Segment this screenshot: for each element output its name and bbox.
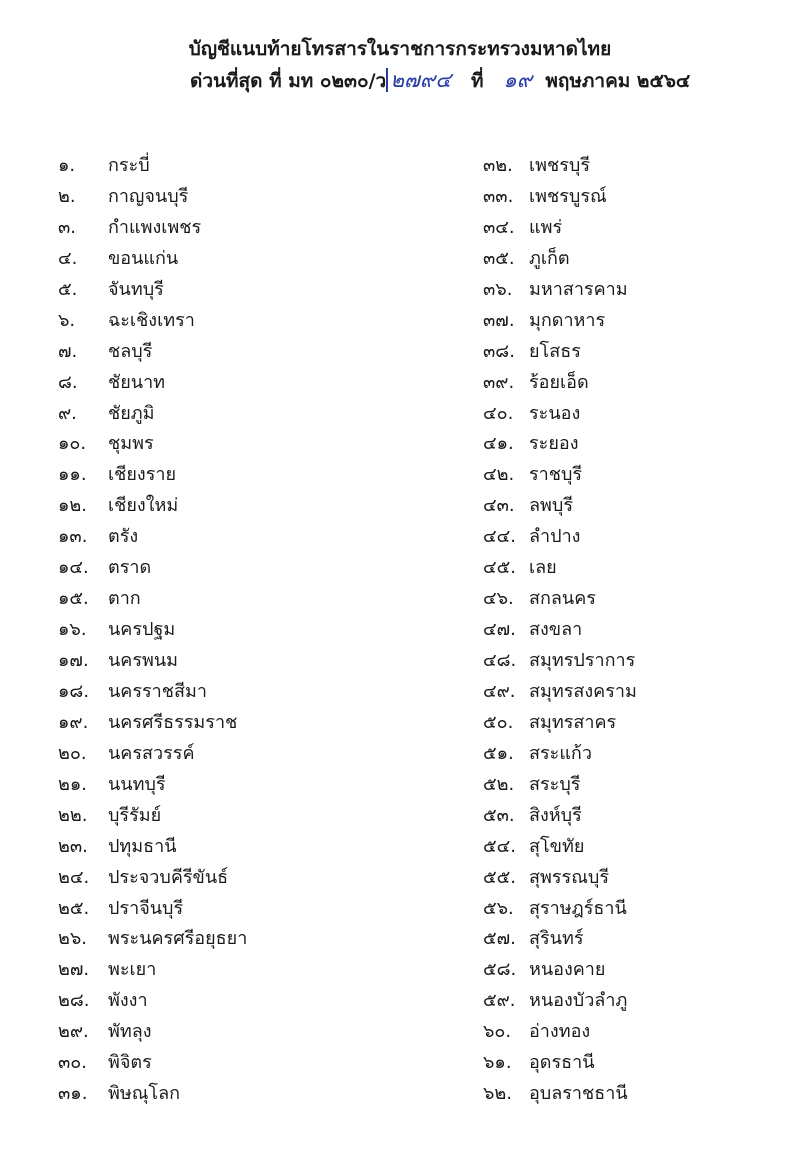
province-name: ฉะเชิงเทรา — [108, 309, 195, 331]
list-item — [58, 739, 247, 770]
list-item — [483, 646, 637, 677]
list-item — [58, 986, 247, 1017]
list-item — [58, 182, 247, 213]
item-number: ๒๖. — [58, 928, 88, 950]
province-name: นนทบุรี — [108, 773, 166, 795]
list-item — [483, 491, 637, 522]
item-number: ๓๖. — [483, 278, 513, 300]
province-name: สุราษฎร์ธานี — [529, 897, 627, 919]
item-number: ๕๐. — [483, 711, 514, 733]
item-number: ๕๗. — [483, 928, 516, 950]
province-name: มุกดาหาร — [529, 309, 606, 331]
list-item — [483, 584, 637, 615]
date-label: ที่ — [470, 70, 484, 92]
province-name: หนองคาย — [529, 959, 606, 981]
item-number: ๔๗. — [483, 619, 516, 641]
list-item — [483, 1048, 637, 1079]
item-number: ๕๓. — [483, 804, 515, 826]
province-name: หนองบัวลำภู — [529, 990, 628, 1012]
province-name: ปทุมธานี — [108, 835, 177, 857]
province-name: นครปฐม — [108, 619, 176, 641]
item-number: ๑๗. — [58, 650, 89, 671]
list-item — [58, 863, 247, 894]
list-item — [483, 460, 637, 491]
province-name: พัทลุง — [108, 1021, 152, 1043]
document-reference-line — [190, 64, 750, 97]
list-item — [58, 955, 247, 986]
item-number: ๗. — [58, 340, 78, 362]
list-item — [58, 1048, 247, 1079]
item-number: ๓๘. — [483, 340, 515, 362]
item-number: ๑. — [58, 155, 76, 176]
province-name: สมุทรปราการ — [529, 650, 636, 671]
province-name: พิจิตร — [108, 1052, 152, 1074]
province-name: สระบุรี — [529, 773, 581, 795]
list-item — [58, 615, 247, 646]
item-number: ๔๐. — [483, 402, 514, 424]
province-name: ยโสธร — [529, 340, 581, 362]
province-name: เชียงราย — [108, 464, 177, 486]
list-item — [483, 182, 637, 213]
item-number: ๓๓. — [483, 185, 514, 207]
item-number: ๒๒. — [58, 804, 88, 826]
item-number: ๔๒. — [483, 464, 515, 486]
item-number: ๒๗. — [58, 959, 90, 981]
item-number: ๔๔. — [483, 526, 516, 548]
province-name: พิษณุโลก — [108, 1083, 181, 1105]
list-item — [483, 863, 637, 894]
reference-prefix: ด่วนที่สุด ที่ มท ๐๒๓๐/ว — [190, 70, 387, 92]
list-item — [58, 832, 247, 863]
item-number: ๖. — [58, 309, 76, 331]
item-number: ๙. — [58, 402, 77, 424]
province-name: สิงห์บุรี — [529, 804, 582, 826]
item-number: ๘. — [58, 371, 78, 393]
list-item — [58, 244, 247, 275]
item-number: ๔๓. — [483, 495, 515, 517]
item-number: ๖๑. — [483, 1052, 512, 1074]
month-year: พฤษภาคม ๒๕๖๔ — [545, 70, 691, 92]
list-item — [483, 275, 637, 306]
province-name: กำแพงเพชร — [108, 216, 202, 238]
item-number: ๑๒. — [58, 495, 88, 517]
list-item — [58, 275, 247, 306]
item-number: ๑๖. — [58, 619, 87, 641]
province-name: ราชบุรี — [529, 464, 583, 486]
document-title: บัญชีแนบท้ายโทรสารในราชการกระทรวงมหาดไทย — [188, 38, 612, 60]
list-item — [58, 770, 247, 801]
province-name: แพร่ — [529, 216, 563, 238]
item-number: ๔๙. — [483, 680, 516, 702]
province-name: ลำปาง — [529, 526, 581, 548]
list-item — [58, 646, 247, 677]
item-number: ๕๙. — [483, 990, 516, 1012]
item-number: ๕. — [58, 278, 78, 300]
province-name: เพชรบูรณ์ — [529, 185, 607, 207]
list-item — [483, 894, 637, 925]
list-item — [58, 1017, 247, 1048]
item-number: ๖๐. — [483, 1021, 512, 1043]
item-number: ๑๐. — [58, 433, 87, 455]
province-name: เลย — [529, 557, 557, 579]
list-item — [483, 429, 637, 460]
province-name: อุดรธานี — [529, 1052, 595, 1074]
province-name: สุพรรณบุรี — [529, 866, 609, 888]
province-name: สระแก้ว — [529, 742, 592, 764]
item-number: ๔๘. — [483, 650, 517, 671]
province-name: สุรินทร์ — [529, 928, 584, 950]
item-number: ๑๑. — [58, 464, 87, 486]
item-number: ๕๔. — [483, 835, 516, 857]
item-number: ๒๔. — [58, 866, 90, 888]
list-item — [483, 801, 637, 832]
list-item — [58, 213, 247, 244]
province-name: ประจวบคีรีขันธ์ — [108, 866, 229, 888]
list-item — [58, 368, 247, 399]
province-name: ระนอง — [529, 402, 581, 424]
list-item — [483, 244, 637, 275]
item-number: ๔. — [58, 247, 78, 269]
list-item — [483, 924, 637, 955]
list-item — [483, 337, 637, 368]
item-number: ๔๕. — [483, 557, 516, 579]
province-name: ขอนแก่น — [108, 247, 179, 269]
province-name: นครสวรรค์ — [108, 742, 195, 764]
province-name: ชัยภูมิ — [108, 402, 155, 424]
item-number: ๕๕. — [483, 866, 516, 888]
province-name: พังงา — [108, 990, 148, 1012]
province-name: ชลบุรี — [108, 340, 153, 362]
list-item — [483, 399, 637, 430]
province-name: กระบี่ — [108, 155, 150, 176]
list-item — [483, 739, 637, 770]
item-number: ๓๕. — [483, 247, 515, 269]
list-item — [58, 491, 247, 522]
item-number: ๕๖. — [483, 897, 514, 919]
province-name: จันทบุรี — [108, 278, 164, 300]
item-number: ๕๑. — [483, 742, 514, 764]
list-item — [483, 151, 637, 182]
list-item — [483, 553, 637, 584]
item-number: ๒๓. — [58, 835, 88, 857]
list-item — [58, 460, 247, 491]
province-name: อ่างทอง — [529, 1021, 591, 1043]
province-name: นครราชสีมา — [108, 680, 207, 702]
list-item — [58, 151, 247, 182]
item-number: ๔๑. — [483, 433, 514, 455]
province-name: สุโขทัย — [529, 835, 585, 857]
province-name: สมุทรสาคร — [529, 711, 617, 733]
province-name: ตราด — [108, 557, 152, 579]
list-item — [483, 522, 637, 553]
province-name: กาญจนบุรี — [108, 185, 189, 207]
list-item — [58, 399, 247, 430]
province-name: ภูเก็ต — [529, 247, 570, 269]
list-item — [483, 213, 637, 244]
list-item — [58, 553, 247, 584]
item-number: ๓๔. — [483, 216, 515, 238]
item-number: ๑๘. — [58, 680, 90, 702]
item-number: ๒. — [58, 185, 76, 207]
handwritten-day: ๑๙ — [503, 68, 533, 92]
list-item — [58, 584, 247, 615]
list-item — [483, 1079, 637, 1110]
province-name: มหาสารคาม — [529, 278, 628, 300]
province-name: เชียงใหม่ — [108, 495, 179, 517]
list-item — [483, 832, 637, 863]
province-name: นครพนม — [108, 650, 179, 671]
province-name: ระยอง — [529, 433, 579, 455]
item-number: ๑๙. — [58, 711, 89, 733]
item-number: ๓๒. — [483, 155, 513, 176]
item-number: ๒๘. — [58, 990, 90, 1012]
province-list-right — [483, 151, 637, 1110]
item-number: ๓. — [58, 216, 77, 238]
list-item — [58, 1079, 247, 1110]
province-name: ชัยนาท — [108, 371, 166, 393]
province-name: ลพบุรี — [529, 495, 573, 517]
list-item — [483, 986, 637, 1017]
item-number: ๓๙. — [483, 371, 515, 393]
item-number: ๔๖. — [483, 588, 514, 610]
list-item — [58, 801, 247, 832]
province-name: นครศรีธรรมราช — [108, 711, 238, 733]
province-name: ร้อยเอ็ด — [529, 371, 589, 393]
handwritten-doc-number: ๒๗๙๔ — [386, 68, 451, 92]
province-name: สกลนคร — [529, 588, 596, 610]
province-name: สงขลา — [529, 619, 583, 641]
list-item — [483, 1017, 637, 1048]
item-number: ๒๙. — [58, 1021, 89, 1043]
province-name: เพชรบุรี — [529, 155, 590, 176]
list-item — [58, 708, 247, 739]
province-name: สมุทรสงคราม — [529, 680, 637, 702]
province-name: อุบลราชธานี — [529, 1083, 628, 1105]
list-item — [483, 770, 637, 801]
item-number: ๒๐. — [58, 742, 87, 764]
list-item — [58, 894, 247, 925]
list-item — [58, 924, 247, 955]
list-item — [483, 677, 637, 708]
item-number: ๑๔. — [58, 557, 89, 579]
item-number: ๒๕. — [58, 897, 90, 919]
item-number: ๒๑. — [58, 773, 88, 795]
province-name: ตาก — [108, 588, 141, 610]
item-number: ๓๗. — [483, 309, 515, 331]
item-number: ๕๒. — [483, 773, 515, 795]
province-list-left — [58, 151, 247, 1110]
list-item — [58, 306, 247, 337]
list-item — [483, 306, 637, 337]
item-number: ๖๒. — [483, 1083, 513, 1105]
list-item — [58, 522, 247, 553]
province-name: บุรีรัมย์ — [108, 804, 162, 826]
list-item — [483, 708, 637, 739]
list-item — [58, 677, 247, 708]
list-item — [58, 429, 247, 460]
list-item — [483, 615, 637, 646]
province-name: ปราจีนบุรี — [108, 897, 184, 919]
item-number: ๕๘. — [483, 959, 517, 981]
item-number: ๑๕. — [58, 588, 89, 610]
province-name: ตรัง — [108, 526, 139, 548]
list-item — [58, 337, 247, 368]
list-item — [483, 368, 637, 399]
item-number: ๓๑. — [58, 1083, 88, 1105]
list-item — [483, 955, 637, 986]
item-number: ๓๐. — [58, 1052, 88, 1074]
item-number: ๑๓. — [58, 526, 88, 548]
province-name: ชุมพร — [108, 433, 154, 455]
province-name: พระนครศรีอยุธยา — [108, 928, 248, 950]
province-name: พะเยา — [108, 959, 157, 981]
